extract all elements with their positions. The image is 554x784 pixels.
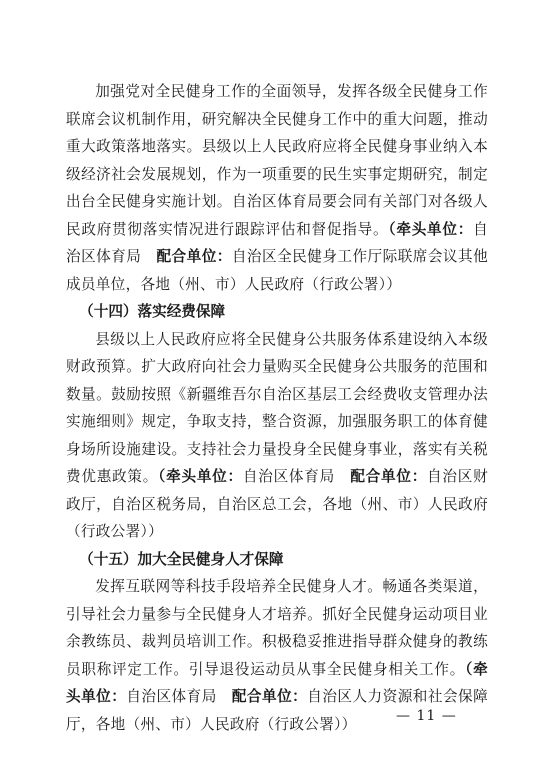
- document-body: [66, 78, 488, 738]
- cooperating-unit-label: 配合单位：: [156, 248, 232, 265]
- lead-unit-label: （牵头单位：: [158, 468, 243, 485]
- cooperating-unit-label: 配合单位：: [231, 688, 308, 705]
- page-number: — 11 —: [396, 708, 457, 724]
- paragraph-funding: [66, 326, 488, 546]
- cooperating-unit-value: 自治区人力资源和社会保障厅，各地（州、市）人民政府（行政公署））: [66, 688, 488, 733]
- lead-unit-value: 自治区体育局: [242, 468, 351, 485]
- cooperating-unit-value: 自治区财政厅，自治区税务局，自治区总工会，各地（州、市）人民政府（行政公署））: [66, 468, 488, 540]
- cooperating-unit-value: 自治区全民健身工作厅际联席会议其他成员单位，各地（州、市）人民政府（行政公署））: [66, 248, 488, 293]
- cooperating-unit-label: 配合单位：: [350, 468, 428, 485]
- paragraph-party-leadership: [66, 78, 488, 298]
- paragraph-text: 发挥互联网等科技手段培养全民健身人才。畅通各类渠道，引导社会力量参与全民健身人才培养。抓好全民健身运动项目业余教练员、裁判员培训工作。积极稳妥推进指导群众健身的教练员职称评定工作。引导退役运动员从事全民健身相关工作。: [66, 578, 488, 678]
- lead-unit-label: （牵头单位：: [388, 220, 474, 238]
- section-heading-talent: （十五）加大全民健身人才保障: [79, 550, 284, 568]
- paragraph-text: 加强党对全民健身工作的全面领导，发挥各级全民健身工作联席会议机制作用，研究解决全民健身工作中的重大问题，推动重大政策落地落实。县级以上人民政府应将全民健身事业纳入本级经济社会发展规划，作为一项重要的民生实事定期研究，制定出台全民健身实施计划。自治区体育局要会同有关部门对各级人民政府贯彻落实情况进行跟踪评估和督促指导。: [66, 83, 488, 238]
- paragraph-text: 县级以上人民政府应将全民健身公共服务体系建设纳入本级财政预算。扩大政府向社会力量购买全民健身公共服务的范围和数量。鼓励按照《新疆维吾尔自治区基层工会经费收支管理办法实施细则》规定，争取支持，整合资源，加强服务职工的体育健身场所设施建设。支持社会力量投身全民健身事业，落实有关税费优惠政策。: [66, 330, 488, 485]
- section-heading-funding: （十四）落实经费保障: [79, 303, 226, 320]
- lead-unit-value: 自治区体育局: [126, 688, 232, 705]
- lead-unit-value: 自治区体育局: [66, 220, 488, 265]
- lead-unit-label: （牵头单位：: [66, 660, 488, 705]
